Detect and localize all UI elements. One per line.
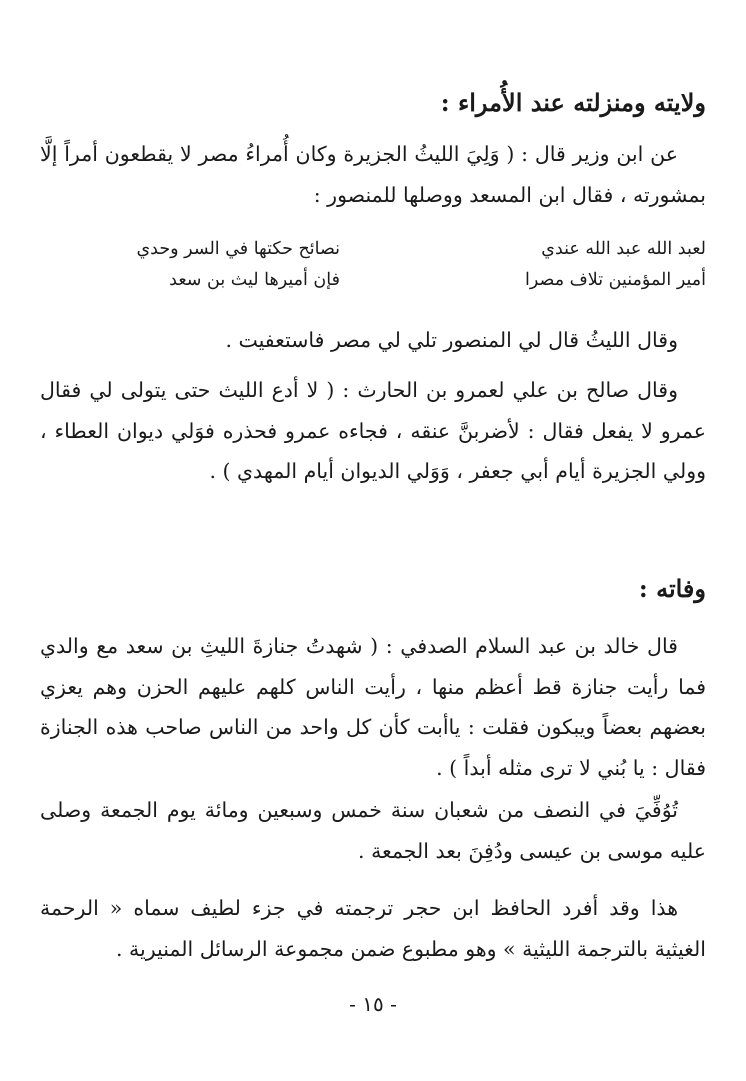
section-heading-death: وفاته : xyxy=(638,574,706,603)
page-number: - ١٥ - xyxy=(349,992,397,1016)
poem-hemistich-first: أمير المؤمنين تلاف مصرا xyxy=(525,270,706,290)
poem-block xyxy=(40,234,706,296)
poem-verse xyxy=(40,265,706,296)
paragraph-death-date: تُوُفِّيَ في النصف من شعبان سنة خمس وسبعين ومائة يوم الجمعة وصلى عليه موسى بن عيسى ودُفِنَ بعد الجمعة . xyxy=(40,798,706,863)
paragraph-salih-ibn-ali: وقال صالح بن علي لعمرو بن الحارث : ( لا أدع الليث حتى يتولى لي فقال عمرو لا يفعل فقال : لأضربنَّ عنقه ، فجاءه عمرو فحذره فوَلي ديوان العطاء ، وولي الجزيرة أيام أبي جعفر ، وَوَلي الديوان أيام المهدي ) . xyxy=(40,378,706,483)
poem-hemistich-second: نصائح حكتها في السر وحدي xyxy=(136,239,340,259)
poem-hemistich-second: فإن أميرها ليث بن سعد xyxy=(169,270,340,290)
paragraph-ibn-wazir: عن ابن وزير قال : ( وَلِيَ الليثُ الجزيرة وكان أُمراءُ مصر لا يقطعون أمراً إلَّا بمشورته ، فقال ابن المسعد ووصلها للمنصور : xyxy=(40,142,706,207)
section-heading-governance: ولايته ومنزلته عند الأُمراء : xyxy=(440,88,706,117)
poem-verse xyxy=(40,234,706,265)
poem-hemistich-first: لعبد الله عبد الله عندي xyxy=(541,239,706,259)
paragraph-ibn-hajar: هذا وقد أفرد الحافظ ابن حجر ترجمته في جزء لطيف سماه « الرحمة الغيثية بالترجمة الليثية » وهو مطبوع ضمن مجموعة الرسائل المنيرية . xyxy=(40,896,706,961)
paragraph-khalid-sadafi: قال خالد بن عبد السلام الصدفي : ( شهدتُ جنازةَ الليثِ بن سعد مع والدي فما رأيت جنازة قط أعظم منها ، رأيت الناس كلهم عليهم الحزن وهم يعزي بعضهم بعضاً ويبكون فقلت : ياأبت كأن كل واحد من الناس صاحب هذه الجنازة فقال : يا بُني لا ترى مثله أبداً ) . xyxy=(40,634,706,780)
paragraph-al-mansur: وقال الليثُ قال لي المنصور تلي لي مصر فاستعفيت . xyxy=(225,328,678,352)
